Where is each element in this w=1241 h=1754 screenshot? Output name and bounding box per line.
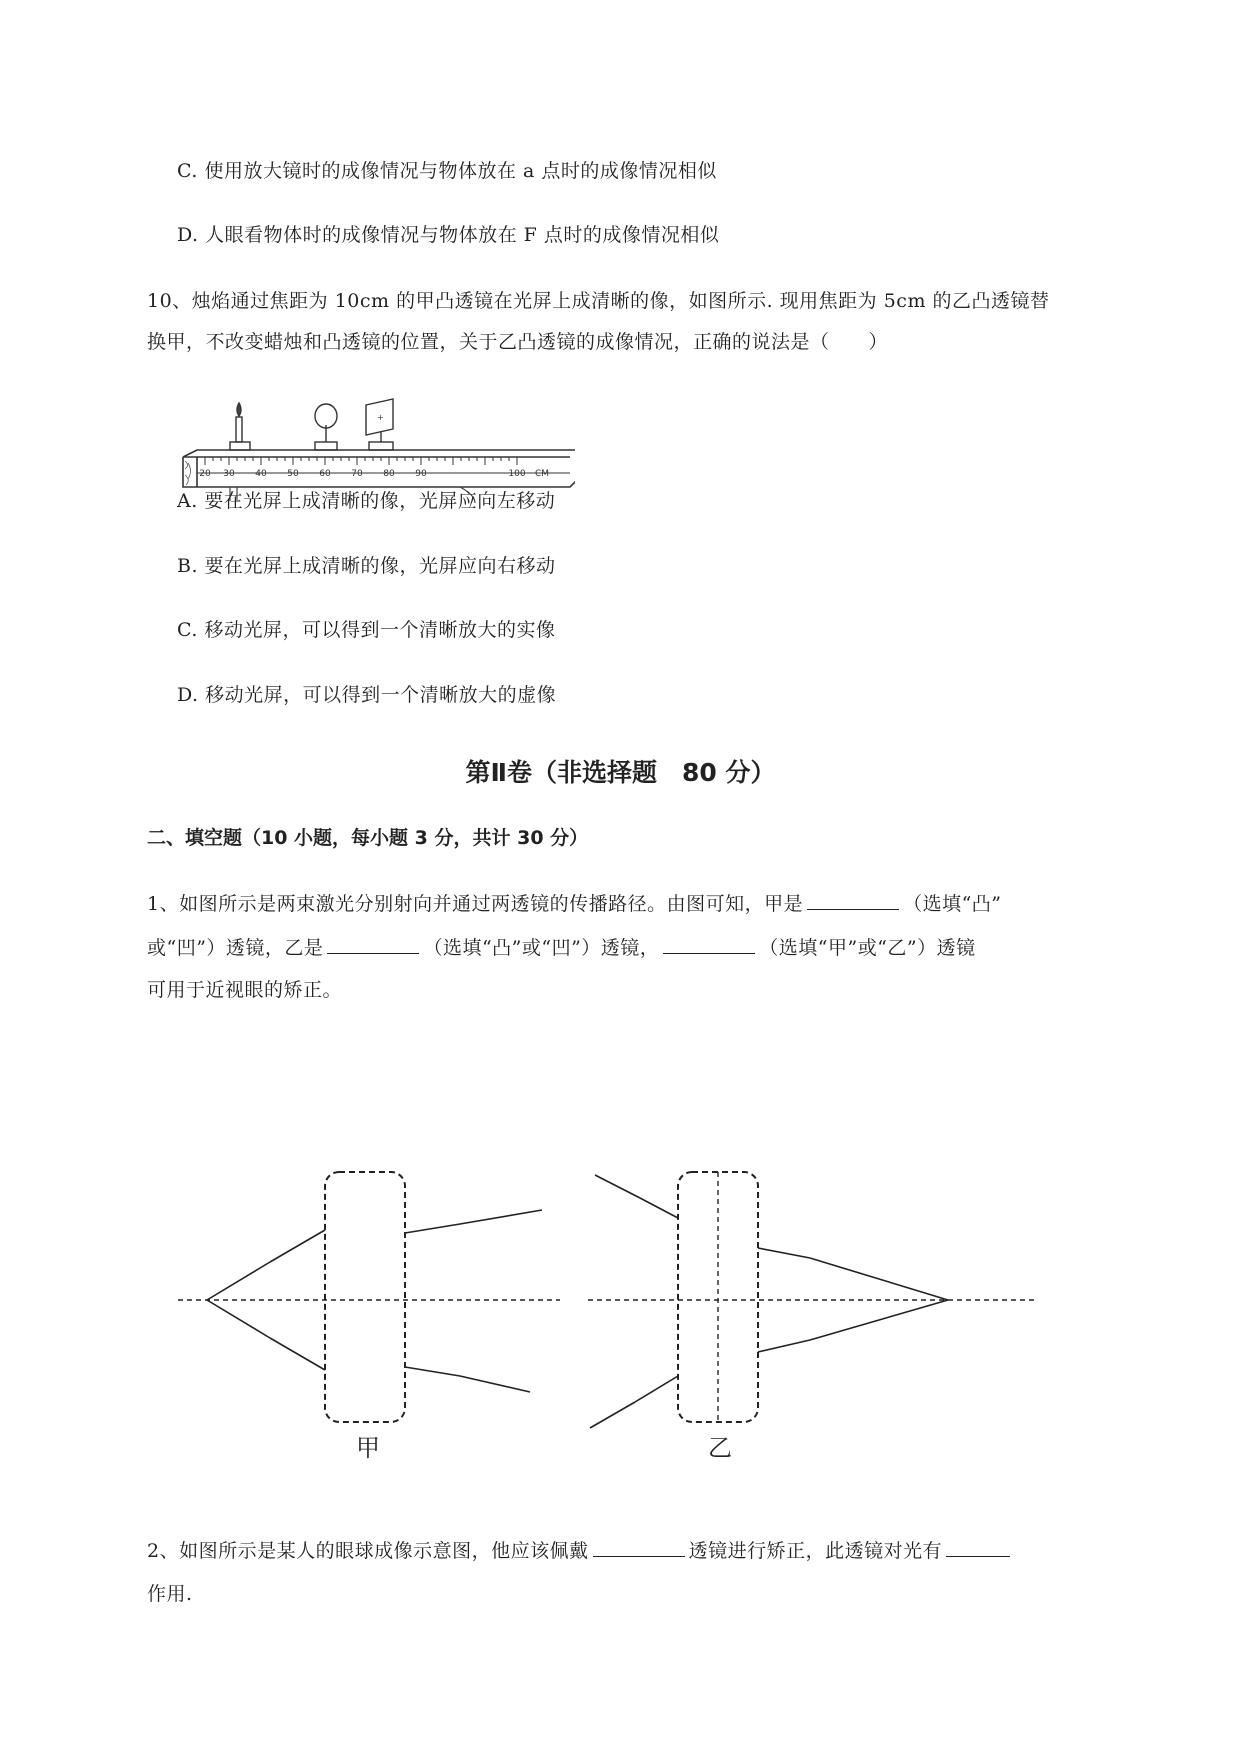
fill1-text: （选填“甲”或“乙”）透镜 [759, 937, 976, 959]
ruler-tick-label: 30 [223, 469, 235, 479]
fill1-text: （选填“凸” [903, 893, 1002, 915]
part2-title: 第Ⅱ卷（非选择题 80 分） [465, 758, 776, 787]
convex-lens-icon [315, 404, 337, 450]
light-screen-icon [366, 399, 393, 450]
optical-bench-figure [175, 395, 575, 505]
fill1-line3: 可用于近视眼的矫正。 [147, 979, 343, 1001]
answer-blank[interactable] [593, 1540, 685, 1557]
ruler-unit-label: CM [535, 469, 550, 479]
ruler-tick-label: 20 [199, 469, 211, 479]
q10-option-d: D. 移动光屏，可以得到一个清晰放大的虚像 [177, 684, 557, 706]
section-fill-in-heading: 二、填空题（10 小题，每小题 3 分，共计 30 分） [147, 827, 589, 849]
q10-option-a: A. 要在光屏上成清晰的像，光屏应向左移动 [177, 490, 556, 512]
fill1-text: 1、如图所示是两束激光分别射向并通过两透镜的传播路径。由图可知，甲是 [147, 893, 804, 915]
ruler-tick-label: 100 [508, 469, 526, 479]
q9-option-d: D. 人眼看物体时的成像情况与物体放在 F 点时的成像情况相似 [177, 224, 720, 246]
answer-blank[interactable] [663, 937, 755, 954]
fill1-line1 [147, 893, 1002, 914]
ruler-tick-label: 40 [255, 469, 267, 479]
ruler-tick-label: 50 [287, 469, 299, 479]
lens-jia-outline [325, 1172, 405, 1422]
lens-jia-label: 甲 [356, 1434, 380, 1462]
fill1-text: （选填“凸”或“凹”）透镜， [423, 937, 660, 959]
fill2-line2: 作用. [147, 1583, 193, 1605]
fill2-line1 [147, 1540, 1014, 1561]
ruler-tick-label: 80 [383, 469, 395, 479]
q10-stem-line1: 10、烛焰通过焦距为 10cm 的甲凸透镜在光屏上成清晰的像，如图所示. 现用焦距为 5cm 的乙凸透镜替 [147, 290, 1050, 312]
q10-stem-line2: 换甲，不改变蜡烛和凸透镜的位置，关于乙凸透镜的成像情况，正确的说法是（ ） [147, 331, 889, 353]
fill2-text: 透镜进行矫正，此透镜对光有 [688, 1540, 943, 1562]
lens-yi-label: 乙 [708, 1434, 732, 1462]
q10-option-b: B. 要在光屏上成清晰的像，光屏应向右移动 [177, 555, 556, 577]
q9-option-c: C. 使用放大镜时的成像情况与物体放在 a 点时的成像情况相似 [177, 160, 717, 182]
ruler-tick-label: 60 [319, 469, 331, 479]
ruler-tick-label: 90 [415, 469, 427, 479]
candle-icon [230, 403, 250, 450]
answer-blank[interactable] [946, 1540, 1010, 1557]
answer-blank[interactable] [807, 893, 899, 910]
fill1-text: 或“凹”）透镜，乙是 [147, 937, 324, 959]
ruler-tick-label: 70 [351, 469, 363, 479]
lens-ray-diagram [170, 1140, 1050, 1470]
q10-option-c: C. 移动光屏，可以得到一个清晰放大的实像 [177, 619, 556, 641]
answer-blank[interactable] [327, 937, 419, 954]
fill1-line2 [147, 937, 976, 958]
fill2-text: 2、如图所示是某人的眼球成像示意图，他应该佩戴 [147, 1540, 589, 1562]
svg-text:+: + [377, 413, 384, 422]
